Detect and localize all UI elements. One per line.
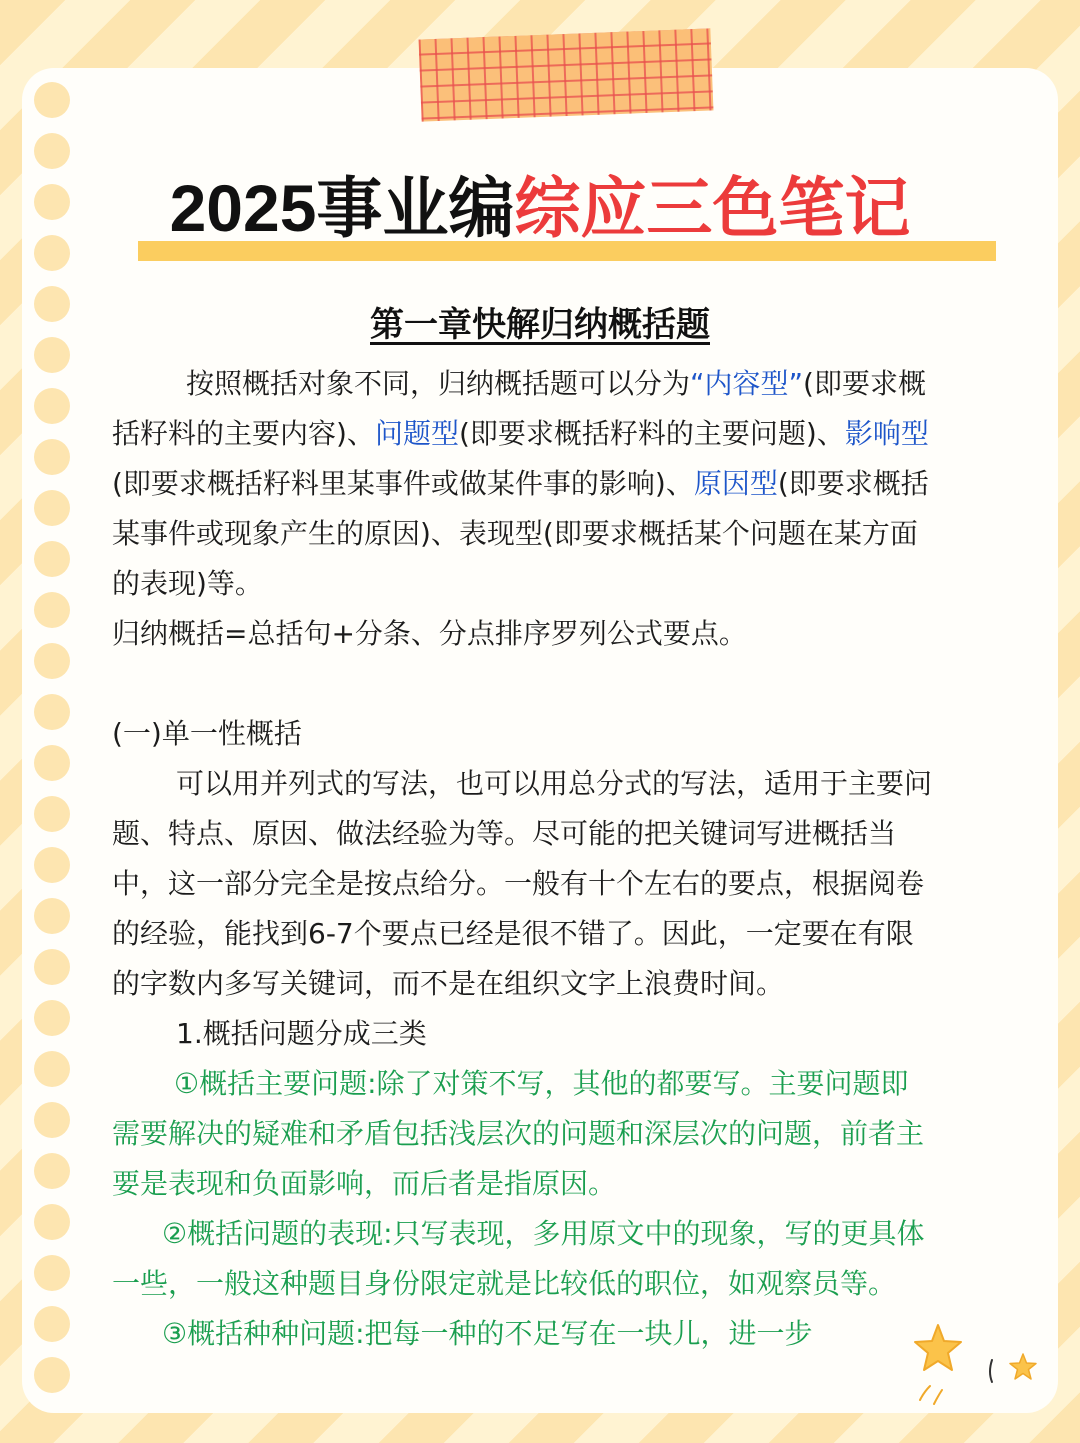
paragraph-line: 的字数内多写关键词，而不是在组织文字上浪费时间。 bbox=[112, 967, 785, 1000]
type-impact: 影响型 bbox=[844, 417, 929, 450]
binding-hole bbox=[34, 388, 70, 424]
intro-line: 某事件或现象产生的原因)、表现型(即要求概括某个问题在某方面 bbox=[112, 517, 918, 550]
intro-line: 的表现)等。 bbox=[112, 567, 263, 600]
binding-hole bbox=[34, 1255, 70, 1291]
sparkle-lines-icon bbox=[900, 1350, 1010, 1410]
paragraph-line: 中，这一部分完全是按点给分。一般有十个左右的要点，根据阅卷 bbox=[112, 867, 925, 900]
paragraph-line: 题、特点、原因、做法经验为等。尽可能的把关键词写进概括当 bbox=[112, 817, 897, 850]
intro-text: (即要求概括籽料的主要问题)、 bbox=[458, 417, 845, 450]
binding-holes bbox=[34, 82, 74, 1402]
binding-hole bbox=[34, 1051, 70, 1087]
formula-line: 归纳概括=总括句+分条、分点排序罗列公式要点。 bbox=[112, 617, 747, 650]
main-title bbox=[0, 166, 1080, 250]
intro-line bbox=[112, 414, 929, 454]
green-note-line: ③概括种种问题:把每一种的不足写在一块儿，进一步 bbox=[162, 1317, 813, 1350]
binding-hole bbox=[34, 643, 70, 679]
binding-hole bbox=[34, 1204, 70, 1240]
binding-hole bbox=[34, 898, 70, 934]
binding-hole bbox=[34, 1000, 70, 1036]
binding-hole bbox=[34, 541, 70, 577]
binding-hole bbox=[34, 82, 70, 118]
binding-hole bbox=[34, 1357, 70, 1393]
type-problem: 问题型 bbox=[374, 417, 459, 450]
green-note-line: 需要解决的疑难和矛盾包括浅层次的问题和深层次的问题，前者主 bbox=[112, 1117, 925, 1150]
main-title-red: 综应三色笔记 bbox=[514, 171, 911, 245]
paragraph-line: 的经验，能找到6-7个要点已经是很不错了。因此，一定要在有限 bbox=[112, 917, 914, 950]
binding-hole bbox=[34, 1102, 70, 1138]
intro-text: (即要求概 bbox=[803, 367, 926, 400]
grid-tape bbox=[419, 28, 714, 121]
binding-hole bbox=[34, 1306, 70, 1342]
intro-text: 按照概括对象不同，归纳概括题可以分为 bbox=[186, 367, 691, 400]
binding-hole bbox=[34, 847, 70, 883]
binding-hole bbox=[34, 592, 70, 628]
binding-hole bbox=[34, 745, 70, 781]
green-note-line: 一些，一般这种题目身份限定就是比较低的职位，如观察员等。 bbox=[112, 1267, 897, 1300]
binding-hole bbox=[34, 694, 70, 730]
chapter-title: 第一章快解归纳概括题 bbox=[370, 305, 710, 345]
intro-text: 括籽料的主要内容)、 bbox=[112, 417, 375, 450]
binding-hole bbox=[34, 949, 70, 985]
type-content: “内容型” bbox=[690, 367, 804, 400]
intro-line bbox=[186, 364, 926, 404]
green-note-line: ①概括主要问题:除了对策不写，其他的都要写。主要问题即 bbox=[174, 1067, 909, 1100]
type-cause: 原因型 bbox=[693, 467, 778, 500]
intro-text: (即要求概括籽料里某事件或做某件事的影响)、 bbox=[112, 467, 694, 500]
subheading: 1.概括问题分成三类 bbox=[176, 1017, 427, 1050]
binding-hole bbox=[34, 490, 70, 526]
binding-hole bbox=[34, 796, 70, 832]
section-heading: (一)单一性概括 bbox=[112, 717, 302, 750]
intro-line bbox=[112, 464, 929, 504]
binding-hole bbox=[34, 439, 70, 475]
green-note-line: 要是表现和负面影响，而后者是指原因。 bbox=[112, 1167, 617, 1200]
star-icon bbox=[1008, 1352, 1038, 1382]
binding-hole bbox=[34, 133, 70, 169]
main-title-black: 2025事业编 bbox=[169, 171, 515, 245]
green-note-line: ②概括问题的表现:只写表现，多用原文中的现象，写的更具体 bbox=[162, 1217, 925, 1250]
paragraph-line: 可以用并列式的写法，也可以用总分式的写法，适用于主要问 bbox=[176, 767, 933, 800]
binding-hole bbox=[34, 1153, 70, 1189]
intro-text: (即要求概括 bbox=[777, 467, 929, 500]
